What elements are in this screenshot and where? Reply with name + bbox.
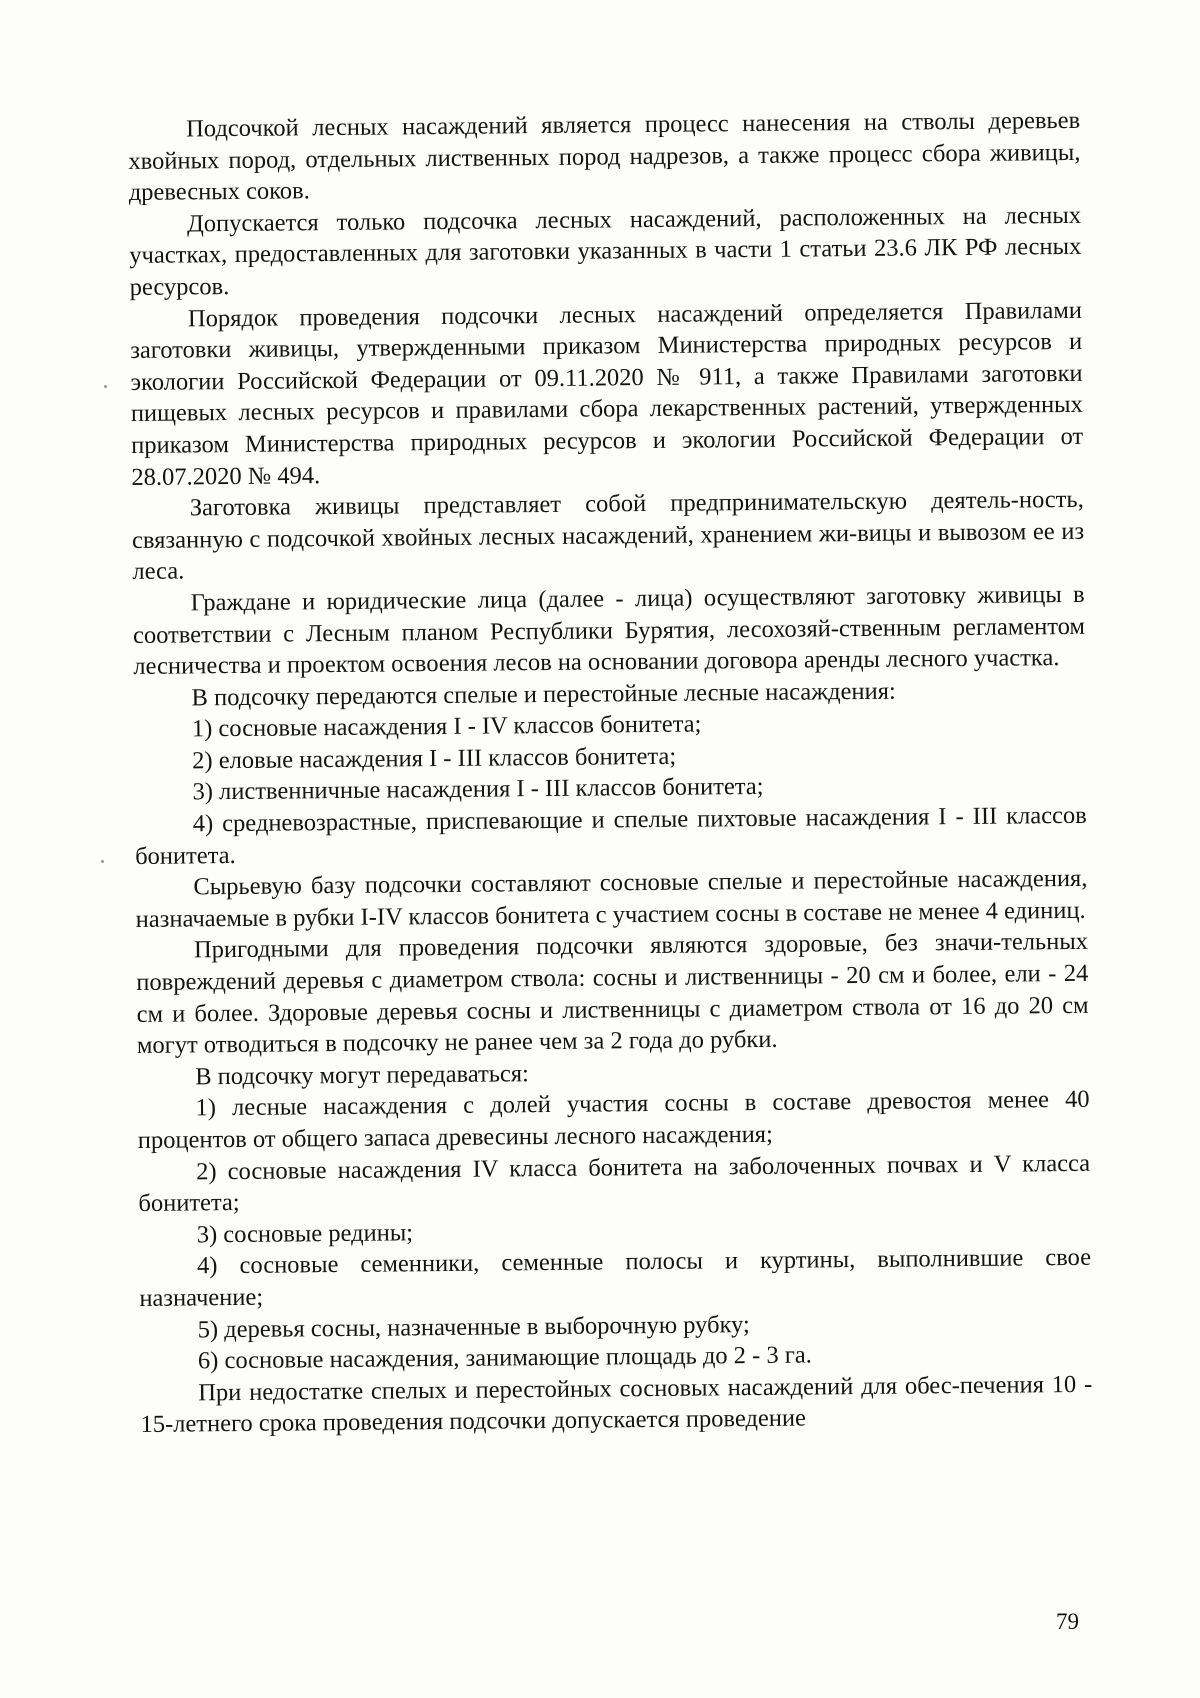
list-item-sparse-pine: 3) сосновые редины; [196,1219,414,1249]
paragraph-shortage: При недостатке спелых и перестойных сосновых насаждений для обес-печения 10 - 15-летнего срока проведения подсочки допускается проведение [140,1370,1093,1439]
document-body [128,105,1093,1441]
paragraph-may-transfer-intro: В подсочку могут передаваться: [195,1060,530,1091]
list-item-spruce: 2) еловые насаждения I - III классов бонитета; [192,742,677,775]
scan-mark [101,860,104,863]
page-number: 79 [1056,1609,1079,1634]
list-item-seed-trees: 4) сосновые семенники, семенные полосы и куртины, выполнившие свое назначение; [139,1244,1092,1312]
scan-mark [104,385,107,388]
paragraph-tapping-allowed: Допускается только подсочка лесных насаждений, расположенных на лесных участках, предоставленных для заготовки указанных в части 1 статьи 23.6 ЛК РФ лесных ресурсов. [129,201,1082,301]
list-item-swamp-pine: 2) сосновые насаждения IV класса бонитета на заболоченных почвах и V класса бонитета; [138,1149,1091,1218]
paragraph-tapping-rules: Порядок проведения подсочки лесных насаждений определяется Правилами заготовки живицы, утвержденными приказом Министерства природных ресурсов и экологии Российской Федерации от 09.11.2020 № 911, а также Правилами заготовки пищевых лесных ресурсов и правилами сбора лекарственных растений, утвержденных приказом Министерства природных ресурсов и экологии Российской Федерации от 28.07.2020 № 494. [130,296,1084,491]
paragraph-raw-base: Сырьевую базу подсочки составляют сосновые спелые и перестойные насаждения, назначаемые в рубки I-IV классов бонитета с участием сосны в составе не менее 4 единиц. [135,865,1088,933]
list-item-fir: 4) средневозрастные, приспевающие и спелые пихтовые насаждения I - III классов бонитета. [134,801,1087,870]
list-item-low-pine-share: 1) лесные насаждения с долей участия сосны в составе древостоя менее 40 процентов от общего запаса древесины лесного насаждения; [137,1086,1090,1154]
paragraph-suitable-trees: Пригодными для проведения подсочки являются здоровые, без значи-тельных повреждений деревья с диаметром ствола: сосны и лиственницы - 20 см и более, ели - 24 см и более. Здоровые деревья сосны и лиственницы с диаметром ствола от 16 до 20 см могут отводиться в подсочку не ранее чем за 2 года до рубки. [136,928,1089,1060]
paragraph-resin-harvesting: Заготовка живицы представляет собой предпринимательскую деятель-ность, связанную с подсочкой хвойных лесных насаждений, хранением жи-вицы и вывозом ее из леса. [131,485,1085,586]
list-item-larch: 3) лиственничные насаждения I - III классов бонитета; [192,773,764,806]
list-item-small-area: 6) сосновые насаждения, занимающие площадь до 2 - 3 га. [197,1341,812,1375]
paragraph-citizens-entities: Граждане и юридические лица (далее - лица) осуществляют заготовку живицы в соответствии с Лесным планом Республики Бурятия, лесохозяй-ственным регламентом лесничества и проектом освоения лесов на основании договора аренды лесного участка. [132,580,1086,681]
paragraph-tapping-definition: Подсочкой лесных насаждений является процесс нанесения на стволы деревьев хвойных пород, отдельных лиственных пород надрезов, а также процесс сбора живицы, древесных соков. [128,106,1081,207]
list-item-selective-cutting: 5) деревья сосны, назначенные в выборочную рубку; [197,1310,750,1343]
paragraph-stands-intro: В подсочку передаются спелые и перестойные лесные насаждения: [191,677,896,712]
list-item-pine: 1) сосновые насаждения I - IV классов бонитета; [191,710,702,743]
